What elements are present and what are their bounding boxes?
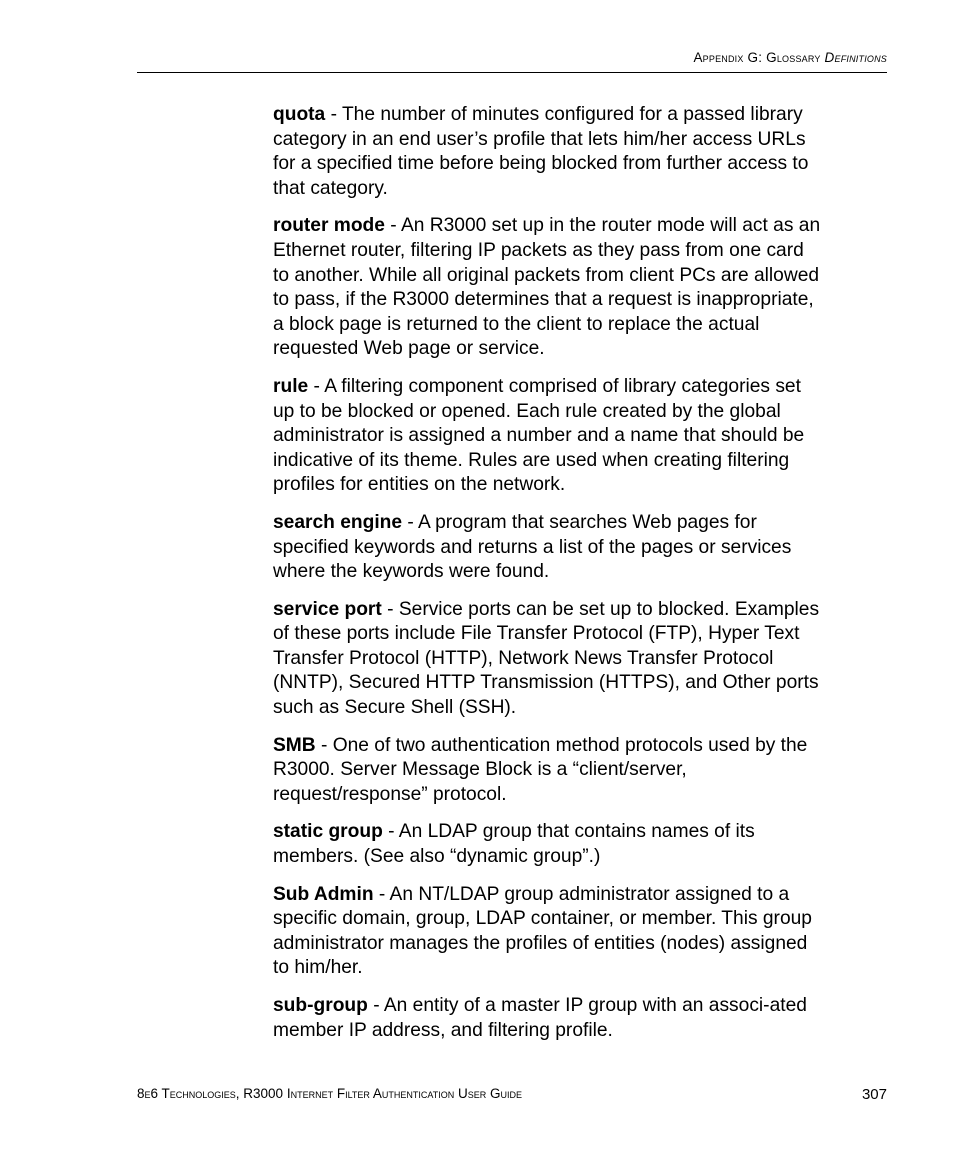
term: search engine [273,511,403,533]
glossary-entry-service-port [273,598,821,721]
glossary-entry-smb [273,734,821,808]
definition: - The number of minutes configured for a passed library category in an end user’s profile that lets him/her access URLs for a specified time before being blocked from further access to that category. [273,104,809,199]
glossary-entry-sub-group [273,994,821,1043]
header-title: Definitions [824,50,887,65]
definition: - One of two authentication method protocols used by the R3000. Server Message Block is a “client/server, request/response” protocol. [273,734,808,805]
definition: - A filtering component comprised of library categories set up to be blocked or opened. Each rule created by the global administrator is assigned a number and a name that should be indicative of its theme. Rules are used when creating filtering profiles for entities on the network. [273,375,805,496]
term: router mode [273,215,385,237]
footer-guide-title: 8e6 Technologies, R3000 Internet Filter Authentication User Guide [137,1086,523,1101]
glossary-entry-router-mode [273,214,821,362]
term: service port [273,598,382,620]
header-section: Appendix G: Glossary [693,50,821,65]
glossary-entry-sub-admin [273,883,821,981]
definition: - Service ports can be set up to blocked. Examples of these ports include File Transfer Protocol (FTP), Hyper Text Transfer Protocol (HTTP), Network News Transfer Protocol (NNTP), Secured HTTP Transmission (HTTPS), and Other ports such as Secure Shell (SSH). [273,598,820,719]
definition: - An entity of a master IP group with an associ-ated member IP address, and filtering profile. [273,995,807,1041]
term: quota [273,104,326,125]
definition: - An NT/LDAP group administrator assigned to a specific domain, group, LDAP container, or member. This group administrator manages the profiles of entities (nodes) assigned to him/her. [273,883,812,979]
term: static group [273,821,383,843]
glossary-entry-rule [273,375,821,498]
running-footer [137,1086,887,1101]
term: sub-group [273,995,368,1016]
glossary-entry-static-group [273,820,821,869]
term: SMB [273,734,316,756]
definition: - A program that searches Web pages for specified keywords and returns a list of the pages or services where the keywords were found. [273,511,792,583]
running-header [137,50,887,65]
term: rule [273,375,309,397]
page-number: 307 [861,1086,887,1103]
glossary-list [273,103,821,1056]
term: Sub Admin [273,883,374,905]
glossary-entry-quota [273,103,821,201]
header-divider [137,72,887,73]
definition: - An R3000 set up in the router mode will act as an Ethernet router, filtering IP packets as they pass from one card to another. While all original packets from client PCs are allowed to pass, if the R3000 determines that a request is inappropriate, a block page is returned to the client to replace the actual requested Web page or service. [273,215,821,360]
glossary-entry-search-engine [273,511,821,585]
definition: - An LDAP group that contains names of its members. (See also “dynamic group”.) [273,821,755,868]
